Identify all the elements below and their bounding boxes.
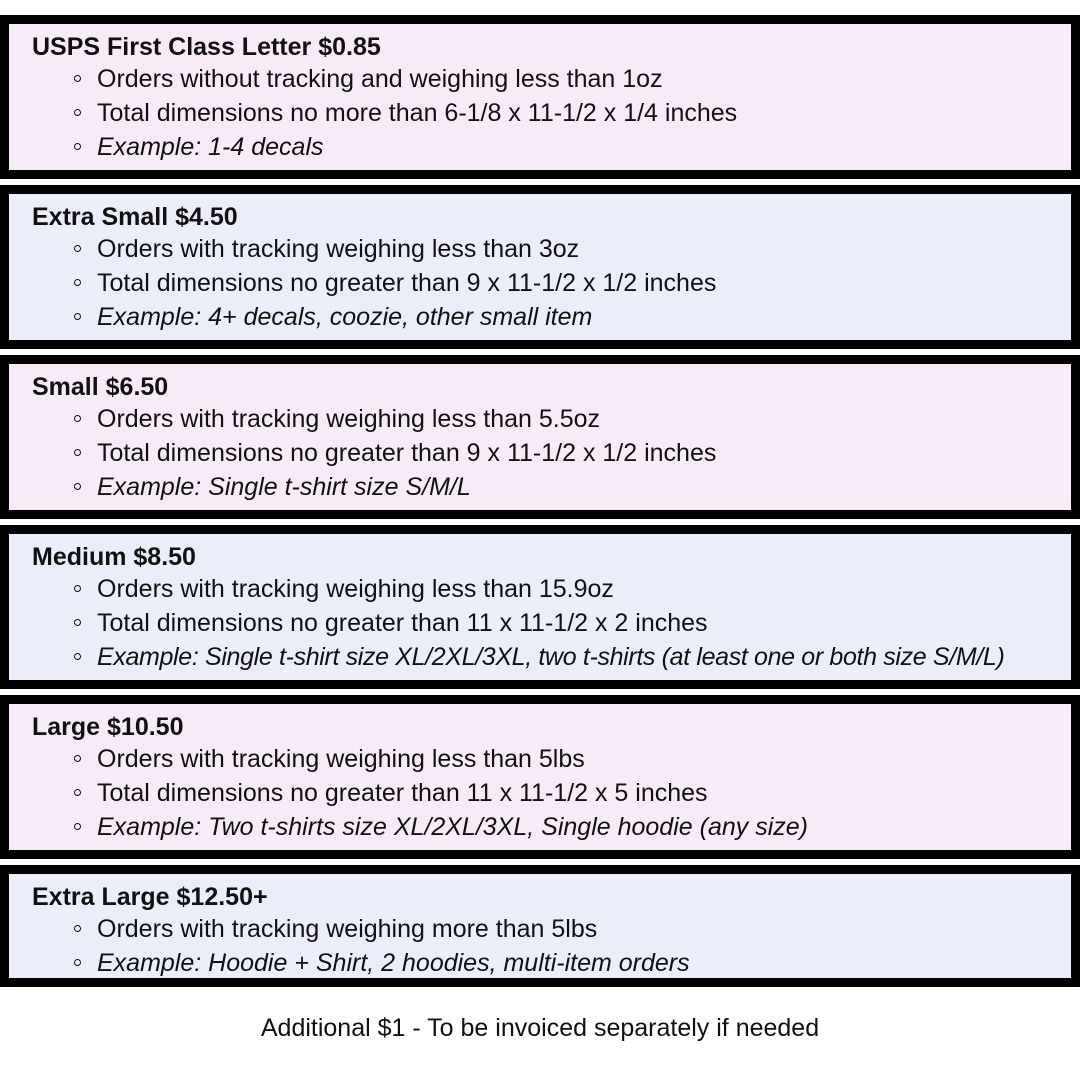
tier-title: Medium $8.50 bbox=[32, 543, 196, 571]
tier-item bbox=[74, 912, 1071, 946]
tier-item-text: Total dimensions no greater than 11 x 11-1/2 x 2 inches bbox=[97, 609, 708, 637]
bullet-circle-icon bbox=[74, 415, 81, 422]
tier-small bbox=[0, 355, 1080, 519]
tier-item-text: Orders with tracking weighing less than 3oz bbox=[97, 235, 580, 263]
tier-items bbox=[32, 742, 1071, 844]
tier-extra-large bbox=[0, 865, 1080, 987]
tier-medium bbox=[0, 525, 1080, 689]
tier-item-text: Example: Two t-shirts size XL/2XL/3XL, Single hoodie (any size) bbox=[97, 813, 808, 841]
tier-item bbox=[74, 572, 1071, 606]
bullet-circle-icon bbox=[74, 109, 81, 116]
bullet-circle-icon bbox=[74, 823, 81, 830]
tier-items bbox=[32, 912, 1071, 980]
bullet-circle-icon bbox=[74, 789, 81, 796]
tier-item-text: Total dimensions no more than 6-1/8 x 11-1/2 x 1/4 inches bbox=[97, 99, 738, 127]
bullet-circle-icon bbox=[74, 143, 81, 150]
bullet-circle-icon bbox=[74, 313, 81, 320]
tier-item bbox=[74, 436, 1071, 470]
tier-item-text: Total dimensions no greater than 9 x 11-1/2 x 1/2 inches bbox=[97, 269, 717, 297]
bullet-circle-icon bbox=[74, 959, 81, 966]
tier-item-text: Example: 1-4 decals bbox=[97, 133, 324, 161]
tier-title: Extra Large $12.50+ bbox=[32, 883, 268, 911]
tier-item bbox=[74, 402, 1071, 436]
tier-item-text: Orders with tracking weighing less than 15.9oz bbox=[97, 575, 614, 603]
tier-item-text: Orders with tracking weighing less than 5lbs bbox=[97, 745, 585, 773]
bullet-circle-icon bbox=[74, 279, 81, 286]
bullet-circle-icon bbox=[74, 653, 81, 660]
bullet-circle-icon bbox=[74, 75, 81, 82]
tier-item bbox=[74, 232, 1071, 266]
tier-item-example bbox=[74, 130, 1071, 164]
tier-usps-first-class-letter bbox=[0, 15, 1080, 179]
bullet-circle-icon bbox=[74, 619, 81, 626]
tier-title: Small $6.50 bbox=[32, 373, 169, 401]
tier-item bbox=[74, 742, 1071, 776]
tier-item-example bbox=[74, 640, 1071, 674]
bullet-circle-icon bbox=[74, 245, 81, 252]
tier-items bbox=[32, 402, 1071, 504]
tier-item-text: Example: Single t-shirt size XL/2XL/3XL, two t-shirts (at least one or both size S/M/L) bbox=[97, 643, 1005, 671]
tier-item-example bbox=[74, 300, 1071, 334]
tier-extra-small bbox=[0, 185, 1080, 349]
tier-item-text: Total dimensions no greater than 11 x 11-1/2 x 5 inches bbox=[97, 779, 708, 807]
tier-title: USPS First Class Letter $0.85 bbox=[32, 33, 381, 61]
tier-item-text: Orders without tracking and weighing less than 1oz bbox=[97, 65, 663, 93]
tier-item bbox=[74, 96, 1071, 130]
tier-title: Large $10.50 bbox=[32, 713, 184, 741]
bullet-circle-icon bbox=[74, 925, 81, 932]
shipping-tiers bbox=[0, 15, 1080, 993]
tier-items bbox=[32, 572, 1071, 674]
tier-item bbox=[74, 776, 1071, 810]
tier-item bbox=[74, 606, 1071, 640]
footnote: Additional $1 - To be invoiced separately if needed bbox=[260, 1014, 820, 1042]
tier-item-example bbox=[74, 470, 1071, 504]
tier-item-example bbox=[74, 946, 1071, 980]
bullet-circle-icon bbox=[74, 449, 81, 456]
tier-title: Extra Small $4.50 bbox=[32, 203, 238, 231]
tier-item-text: Example: Single t-shirt size S/M/L bbox=[97, 473, 471, 501]
tier-items bbox=[32, 62, 1071, 164]
bullet-circle-icon bbox=[74, 755, 81, 762]
bullet-circle-icon bbox=[74, 585, 81, 592]
tier-items bbox=[32, 232, 1071, 334]
tier-item-text: Orders with tracking weighing more than 5lbs bbox=[97, 915, 598, 943]
tier-item-text: Total dimensions no greater than 9 x 11-1/2 x 1/2 inches bbox=[97, 439, 717, 467]
tier-item-example bbox=[74, 810, 1071, 844]
bullet-circle-icon bbox=[74, 483, 81, 490]
tier-item-text: Example: 4+ decals, coozie, other small item bbox=[97, 303, 593, 331]
tier-large bbox=[0, 695, 1080, 859]
tier-item bbox=[74, 266, 1071, 300]
tier-item-text: Orders with tracking weighing less than 5.5oz bbox=[97, 405, 601, 433]
tier-item-text: Example: Hoodie + Shirt, 2 hoodies, multi-item orders bbox=[97, 949, 690, 977]
tier-item bbox=[74, 62, 1071, 96]
